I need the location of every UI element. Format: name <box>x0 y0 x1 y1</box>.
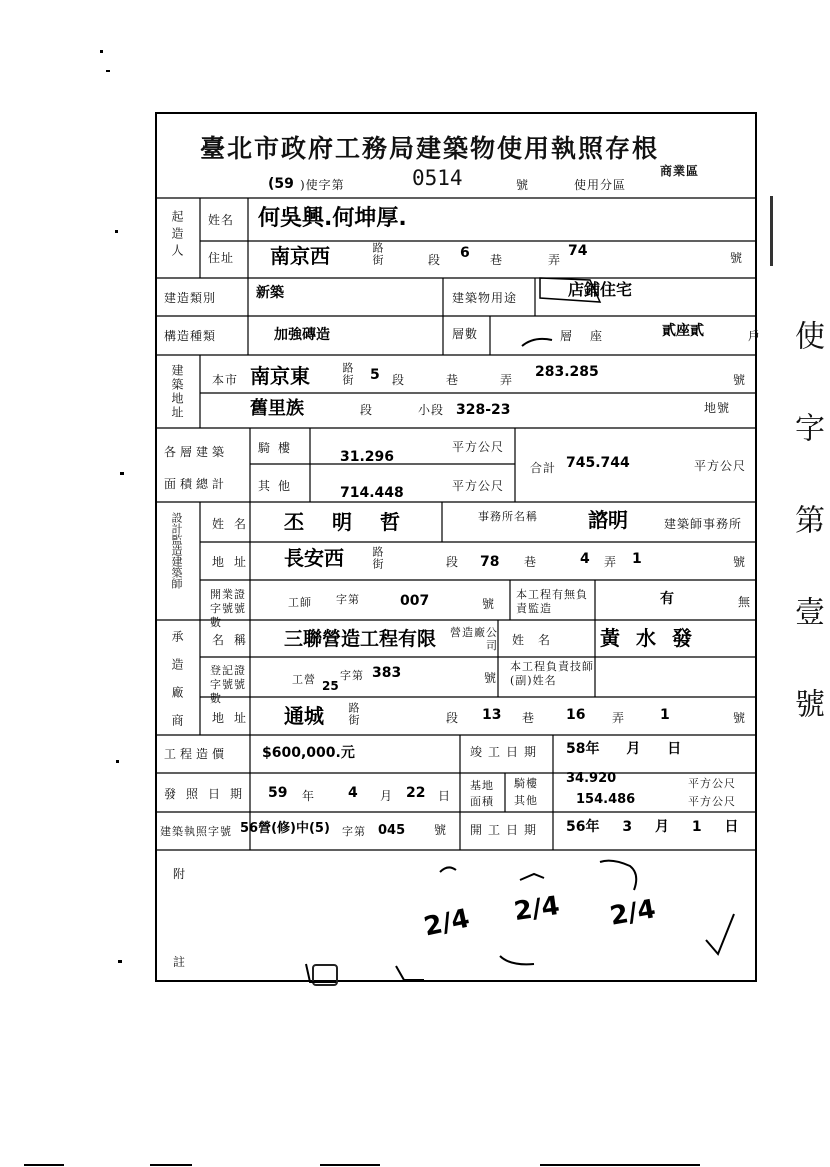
building-lot-label: 地號 <box>704 401 731 415</box>
other-value: 714.448 <box>340 485 404 501</box>
sum-label: 合計 <box>530 461 557 475</box>
architect-alley-value: 4 <box>580 551 590 567</box>
issue-year-word: 年 <box>302 789 316 803</box>
base-other-unit: 平方公尺 <box>688 795 736 808</box>
building-road-label: 路街 <box>341 362 354 386</box>
base-arcade-unit: 平方公尺 <box>688 777 736 790</box>
structure-label: 構造種類 <box>164 329 217 343</box>
license-prefix-label: )使字第 <box>300 178 345 192</box>
cost-label: 工程造價 <box>164 747 229 761</box>
contractor-alley-label: 弄 <box>612 711 626 725</box>
arcade-value: 31.296 <box>340 449 395 465</box>
contractor-person-value: 黃水發 <box>600 626 708 650</box>
building-number-label: 號 <box>733 373 747 387</box>
applicant-alley-value: 74 <box>568 243 588 259</box>
contractor-name-value: 三聯營造工程有限 <box>284 628 437 650</box>
category-label: 建造類別 <box>164 291 217 305</box>
other-unit: 平方公尺 <box>452 479 505 493</box>
permit-number: 045 <box>378 823 406 838</box>
building-street: 南京東 <box>250 364 310 388</box>
building-address-section-label: 建築地址 <box>170 364 184 420</box>
contractor-number-value: 1 <box>660 707 670 723</box>
architect-name-value: 丕明哲 <box>284 510 428 534</box>
contractor-name-label: 名稱 <box>212 633 257 647</box>
building-section-value: 5 <box>370 367 380 383</box>
permit-label: 建築執照字號 <box>160 825 232 838</box>
arcade-unit: 平方公尺 <box>452 440 505 454</box>
use-value: 店鋪住宅 <box>568 280 633 299</box>
contractor-section-word: 段 <box>446 711 460 725</box>
floors-unit: 層 <box>560 329 574 343</box>
architect-number-value: 1 <box>632 551 642 567</box>
contractor-road-label: 路街 <box>347 702 360 726</box>
building-section-word: 段 <box>392 373 406 387</box>
contractor-reg-word: 字第 <box>340 669 364 682</box>
issue-month-word: 月 <box>380 789 394 803</box>
contractor-lane-value: 13 <box>482 707 502 723</box>
applicant-lane-label: 巷 <box>490 253 504 267</box>
permit-word: 字第 <box>342 825 366 838</box>
base-arcade-label: 騎樓 <box>514 777 538 790</box>
use-label: 建築物用途 <box>452 291 518 305</box>
architect-license-word: 字第 <box>336 593 360 606</box>
building-lot: 328-23 <box>456 402 511 418</box>
note-date-mark: 2/4 <box>607 894 658 932</box>
architect-address-label: 地址 <box>212 555 257 569</box>
start-value: 56年 3 月 1 日 <box>566 819 739 835</box>
notes-label-top: 附 <box>173 867 187 881</box>
contractor-reg-year: 25 <box>322 679 339 693</box>
architect-number-label: 號 <box>733 555 747 569</box>
note-date-mark: 2/4 <box>421 903 473 943</box>
notes-label-bottom: 註 <box>173 955 187 969</box>
building-district-section-word: 段 <box>360 403 374 417</box>
zone-value: 商業區 <box>660 164 700 178</box>
permit-suffix: 號 <box>434 823 448 837</box>
completion-value: 58年 月 日 <box>566 741 682 757</box>
building-numbers: 283.285 <box>535 364 599 380</box>
base-other-value: 154.486 <box>576 792 636 807</box>
contractor-lane-label: 巷 <box>522 711 536 725</box>
issue-label: 發照日期 <box>164 787 253 801</box>
applicant-street: 南京西 <box>270 244 330 268</box>
completion-label: 竣工日期 <box>470 745 543 759</box>
base-area-label: 基地面積 <box>470 779 494 808</box>
contractor-engineer-label: 本工程負責技師(副)姓名 <box>510 660 594 687</box>
contractor-street: 通城 <box>284 704 324 728</box>
right-margin-edge <box>770 196 787 266</box>
note-date-mark: 2/4 <box>512 890 562 928</box>
architect-lane-value: 78 <box>480 554 500 570</box>
applicant-address-label: 住址 <box>208 251 235 265</box>
floors-label: 層數 <box>452 327 479 341</box>
building-subsection-word: 小段 <box>418 403 445 417</box>
contractor-reg-label: 登記證字號號數 <box>210 664 246 705</box>
contractor-section-label: 承造廠商 <box>170 630 184 742</box>
sum-value: 745.744 <box>566 455 630 471</box>
right-margin-text: 使字第壹號 <box>789 320 824 780</box>
architect-lane-label: 巷 <box>524 555 538 569</box>
contractor-person-label: 姓名 <box>512 633 565 647</box>
cost-value: $600,000.元 <box>262 745 355 761</box>
architect-road-label: 路街 <box>371 546 384 570</box>
building-lane-label: 巷 <box>446 373 460 387</box>
other-label: 其他 <box>258 479 299 493</box>
architect-alley-label: 弄 <box>604 555 618 569</box>
building-district: 舊里族 <box>250 398 304 419</box>
architect-license-value: 007 <box>400 593 430 609</box>
architect-office-label: 事務所名稱 <box>478 510 538 523</box>
contractor-address-label: 地址 <box>212 711 257 725</box>
contractor-reg-prefix: 工營 <box>292 673 316 686</box>
architect-license-label: 開業證字號號數 <box>210 588 246 629</box>
structure-value: 加強磚造 <box>274 327 330 343</box>
architect-license-suffix: 號 <box>482 597 496 611</box>
architect-office-value: 諮明 <box>588 508 628 532</box>
applicant-section-label: 起造人 <box>170 210 184 261</box>
applicant-alley-label: 弄 <box>548 253 562 267</box>
applicant-road-label: 路街 <box>371 242 384 266</box>
architect-name-label: 姓名 <box>212 517 257 531</box>
base-arcade-value: 34.920 <box>566 771 617 786</box>
architect-section-label: 設計監造建築師 <box>170 512 183 589</box>
applicant-section-value: 6 <box>460 245 470 261</box>
start-label: 開工日期 <box>470 823 543 837</box>
sum-unit: 平方公尺 <box>694 459 747 473</box>
contractor-reg-suffix: 號 <box>484 671 498 685</box>
households-label: 座 <box>590 329 604 343</box>
architect-section-word: 段 <box>446 555 460 569</box>
applicant-name-value: 何吳興.何坤厚. <box>258 206 407 231</box>
applicant-name-label: 姓名 <box>208 213 235 227</box>
architect-license-prefix: 工師 <box>288 596 312 609</box>
issue-year: 59 <box>268 785 288 801</box>
issue-day-word: 日 <box>438 789 452 803</box>
architect-supervise-label: 本工程有無負責監造 <box>516 588 588 615</box>
applicant-section-word: 段 <box>428 253 442 267</box>
contractor-name-suffix: 營造廠公司 <box>450 626 498 652</box>
issue-month: 4 <box>348 785 358 801</box>
category-value: 新築 <box>256 285 284 301</box>
architect-supervise-suffix: 無 <box>738 595 752 609</box>
floor-area-label: 各層建築 <box>164 445 229 459</box>
base-other-label: 其他 <box>514 794 538 807</box>
license-number-suffix: 號 <box>516 178 530 192</box>
zone-label: 使用分區 <box>574 178 627 192</box>
architect-street: 長安西 <box>284 546 344 570</box>
households-unit: 戶 <box>748 329 762 343</box>
building-city-prefix: 本市 <box>212 373 239 387</box>
license-prefix-handwritten: (59 <box>268 176 294 192</box>
arcade-label: 騎樓 <box>258 441 299 455</box>
floors-value: 貳座貳 <box>662 323 704 339</box>
license-number: 0514 <box>412 166 463 190</box>
building-alley-label: 弄 <box>500 373 514 387</box>
issue-day: 22 <box>406 785 426 801</box>
permit-value: 56營(修)中(5) <box>240 821 330 836</box>
document-title: 臺北市政府工務局建築物使用執照存根 <box>200 134 660 163</box>
contractor-number-label: 號 <box>733 711 747 725</box>
architect-office-suffix: 建築師事務所 <box>664 517 743 531</box>
area-total-label: 面積總計 <box>164 477 229 491</box>
architect-supervise-value: 有 <box>660 591 674 607</box>
contractor-reg-value: 383 <box>372 665 402 681</box>
applicant-number-label: 號 <box>730 251 744 265</box>
contractor-alley-value: 16 <box>566 707 586 723</box>
